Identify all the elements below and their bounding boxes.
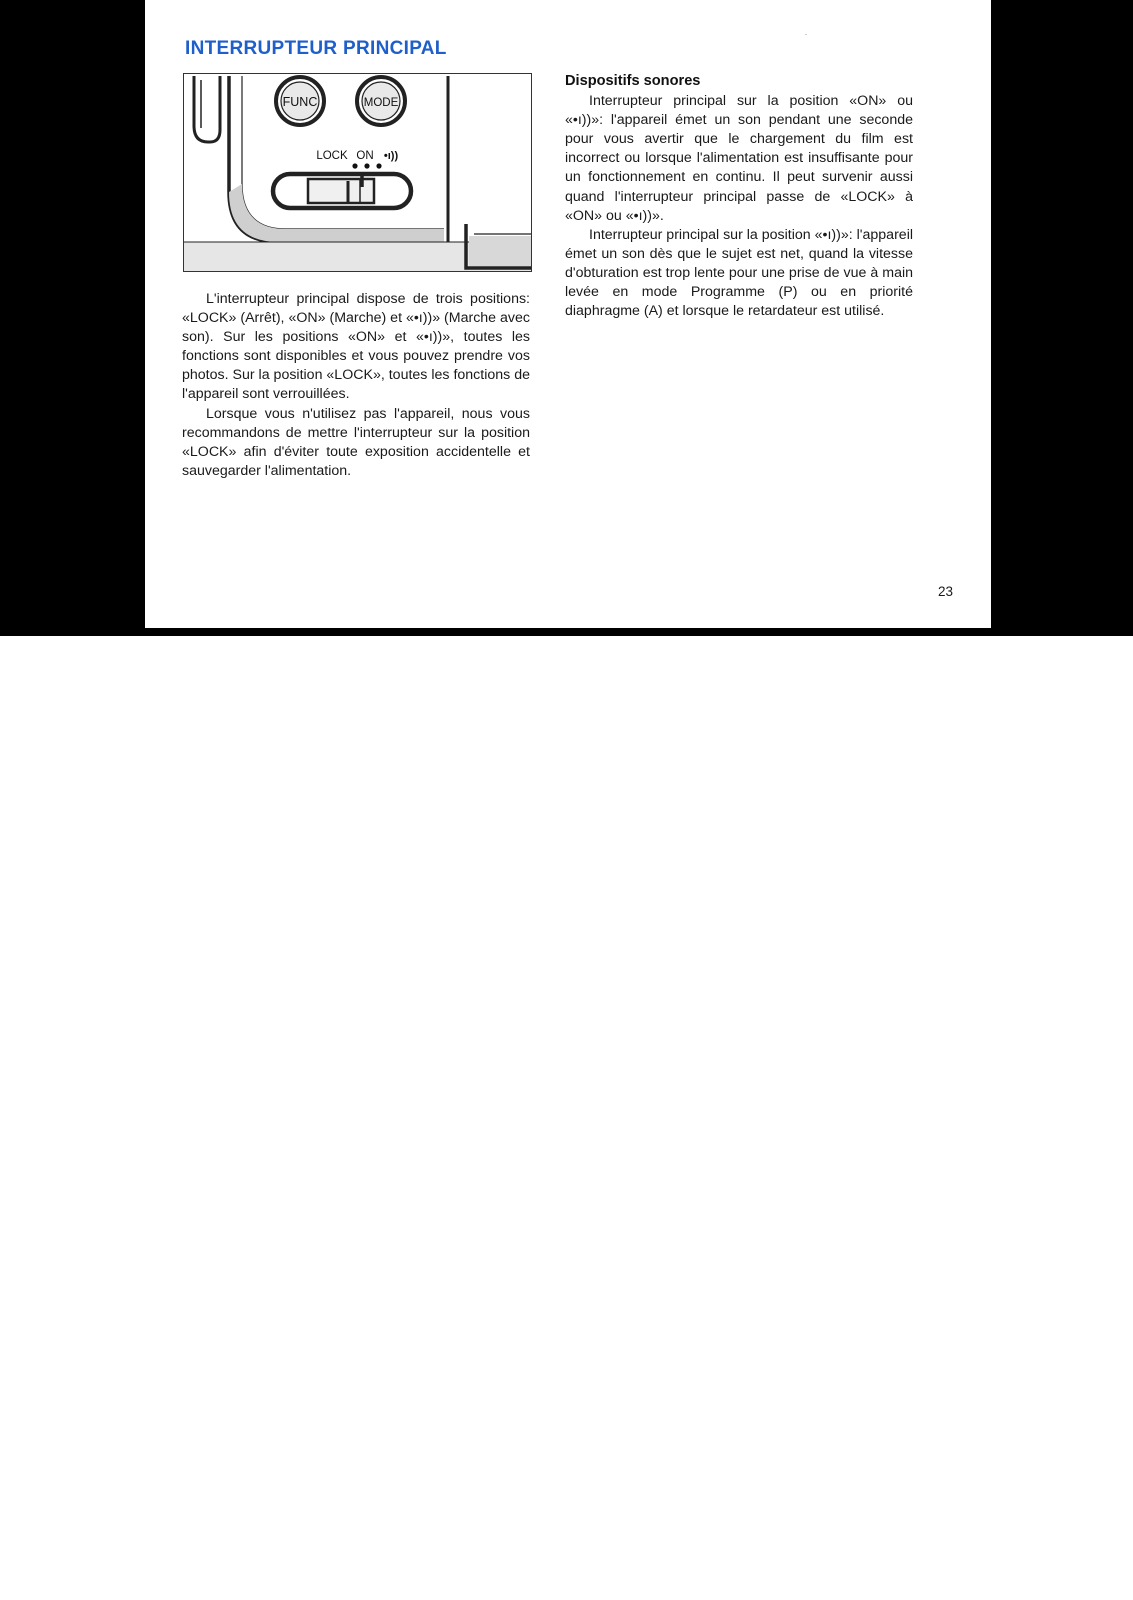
page-title: INTERRUPTEUR PRINCIPAL	[185, 38, 447, 59]
position-dot-on	[364, 163, 369, 168]
lock-label: LOCK	[316, 150, 348, 162]
camera-drawing	[184, 74, 532, 272]
right-column	[565, 72, 913, 321]
position-dot-lock	[352, 163, 357, 168]
strap-lug-shape	[194, 76, 220, 142]
foot-shading	[469, 236, 532, 266]
manual-page	[145, 0, 991, 628]
main-switch-knob	[308, 179, 374, 203]
camera-switch-illustration	[183, 73, 532, 272]
section-heading: Dispositifs sonores	[565, 73, 701, 89]
mode-button-label: MODE	[363, 97, 399, 109]
sound-label: •ı))	[383, 150, 399, 162]
on-label: ON	[356, 150, 374, 162]
right-paragraph-1: Interrupteur principal sur la position «ON» ou «•ı))»: l'appareil émet un son pendant une seconde pour vous avertir que le chargement du film est incorrect ou lorsque l'alimentation est insuffisante pour un fonctionnement en continu. Il peut survenir aussi quand l'interrupteur principal passe de «LOCK» à «ON» ou «•ı))».	[565, 93, 913, 224]
left-column	[182, 290, 530, 481]
scan-speck	[805, 34, 807, 35]
position-dot-sound	[376, 163, 381, 168]
left-paragraph-2: Lorsque vous n'utilisez pas l'appareil, nous vous recommandons de mettre l'interrupteur sur la position «LOCK» afin d'éviter toute exposition accidentelle et sauvegarder l'alimentation.	[182, 405, 530, 479]
right-paragraph-2: Interrupteur principal sur la position «•ı))»: l'appareil émet un son dès que le sujet est net, quand la vitesse d'obturation est trop lente pour une prise de vue à main levée en mode Programme (P) ou en priorité diaphragme (A) et lorsque le retardateur est utilisé.	[565, 226, 913, 320]
page-number: 23	[938, 584, 954, 599]
left-paragraph-1: L'interrupteur principal dispose de trois positions: «LOCK» (Arrêt), «ON» (Marche) et «•ı))» (Marche avec son). Sur les positions «ON» et «•ı))», toutes les fonctions sont disponibles et vous pouvez prendre vos photos. Sur la position «LOCK», toutes les fonctions de l'appareil sont verrouillées.	[182, 291, 530, 403]
func-button-label: FUNC	[282, 95, 318, 109]
